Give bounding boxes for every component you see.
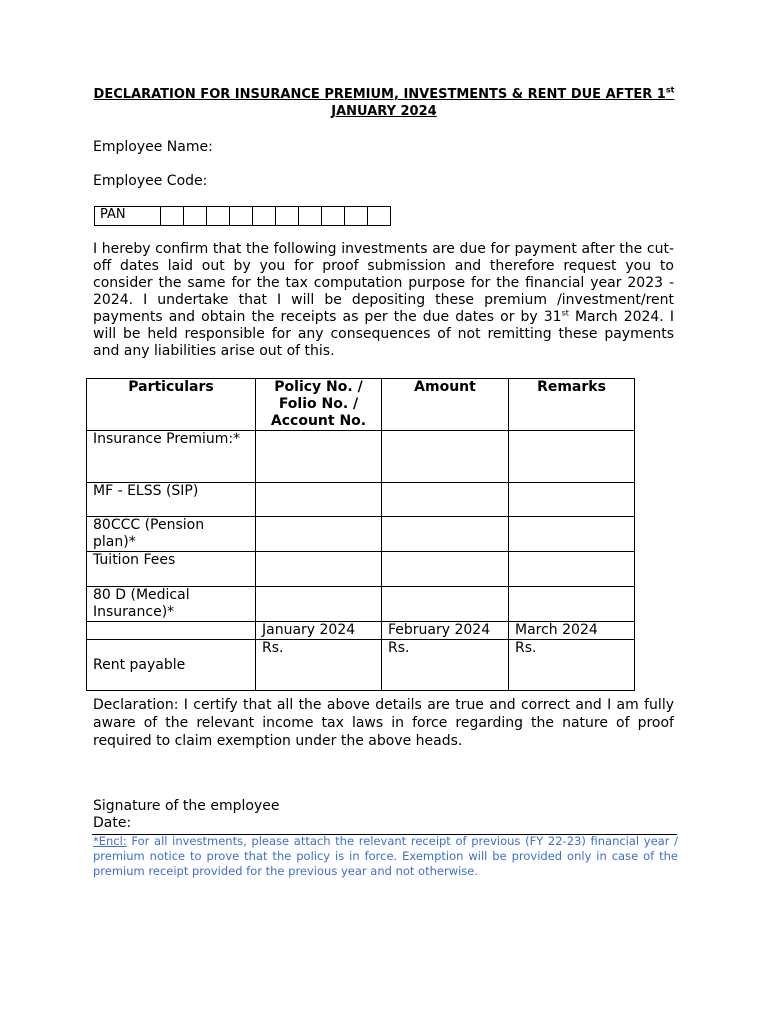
table-row <box>87 431 635 483</box>
intro-text-1: I hereby confirm that the following investments are due for payment after the cut-off dates laid out by you for proof submission and therefore request you to consider the same for the tax computation purpose for the financial year 2023 - 2024. I undertake that I will be depositing these premium /investment/rent payments and obtain the receipts as per the due dates or by 31 <box>93 241 674 325</box>
cell-amount <box>382 552 509 587</box>
investment-table <box>86 378 635 691</box>
header-remarks: Remarks <box>509 379 635 431</box>
table-row <box>87 517 635 552</box>
signature-block <box>93 798 279 832</box>
encl-text: For all investments, please attach the relevant receipt of previous (FY 22-23) financial year / premium notice to prove that the policy is in force. Exemption will be provided only in case of the premium receipt provided for the previous year and not otherwise. <box>93 834 678 878</box>
employee-code-label: Employee Code: <box>93 173 208 189</box>
pan-box <box>161 207 184 226</box>
date-label: Date: <box>93 815 132 831</box>
cell-remarks <box>509 431 635 483</box>
pan-box <box>322 207 345 226</box>
cell-policy <box>256 483 382 517</box>
cell-policy <box>256 517 382 552</box>
title-sup: st <box>665 85 675 95</box>
pan-box <box>230 207 253 226</box>
row-label-80d: 80 D (Medical Insurance)* <box>87 587 256 622</box>
pan-box <box>207 207 230 226</box>
intro-paragraph <box>93 241 674 360</box>
table-row <box>87 483 635 517</box>
rent-rs-march: Rs. <box>509 640 635 691</box>
employee-name-label: Employee Name: <box>93 139 213 155</box>
signature-label: Signature of the employee <box>93 798 280 814</box>
enclosure-note <box>93 834 678 879</box>
table-row <box>87 552 635 587</box>
rent-rs-january: Rs. <box>256 640 382 691</box>
title-line-2: JANUARY 2024 <box>331 104 437 119</box>
month-january: January 2024 <box>256 622 382 640</box>
pan-box <box>184 207 207 226</box>
header-particulars: Particulars <box>87 379 256 431</box>
row-label-rent: Rent payable <box>87 640 256 691</box>
cell-policy <box>256 431 382 483</box>
cell-amount <box>382 431 509 483</box>
month-march: March 2024 <box>509 622 635 640</box>
pan-label: PAN <box>95 207 161 226</box>
row-label-insurance: Insurance Premium:* <box>87 431 256 483</box>
cell-remarks <box>509 483 635 517</box>
header-policy-no: Policy No. / Folio No. / Account No. <box>256 379 382 431</box>
row-label-80ccc: 80CCC (Pension plan)* <box>87 517 256 552</box>
title-line-1: DECLARATION FOR INSURANCE PREMIUM, INVESTMENTS & RENT DUE AFTER 1 <box>93 87 666 102</box>
pan-box <box>299 207 322 226</box>
rent-rs-february: Rs. <box>382 640 509 691</box>
row-label-tuition: Tuition Fees <box>87 552 256 587</box>
cell-remarks <box>509 517 635 552</box>
table-row <box>87 587 635 622</box>
pan-box <box>345 207 368 226</box>
pan-box <box>276 207 299 226</box>
declaration-paragraph: Declaration: I certify that all the above details are true and correct and I am fully aware of the relevant income tax laws in force regarding the nature of proof required to claim exemption under the above heads. <box>93 697 674 749</box>
cell-remarks <box>509 552 635 587</box>
row-label-elss: MF - ELSS (SIP) <box>87 483 256 517</box>
cell-remarks <box>509 587 635 622</box>
cell-policy <box>256 587 382 622</box>
intro-text-2: March 2024. I will be held responsible for any consequences of not remitting these payments and any liabilities arise out of this. <box>93 309 674 359</box>
cell-policy <box>256 552 382 587</box>
header-amount: Amount <box>382 379 509 431</box>
cell-amount <box>382 483 509 517</box>
pan-box <box>368 207 391 226</box>
pan-boxes <box>94 206 391 226</box>
intro-sup: st <box>561 308 569 318</box>
pan-box <box>253 207 276 226</box>
document-title <box>90 86 678 120</box>
table-row <box>87 622 635 640</box>
cell-amount <box>382 517 509 552</box>
cell-amount <box>382 587 509 622</box>
month-february: February 2024 <box>382 622 509 640</box>
table-row <box>87 640 635 691</box>
encl-label: *Encl: <box>93 834 127 848</box>
cell-empty <box>87 622 256 640</box>
